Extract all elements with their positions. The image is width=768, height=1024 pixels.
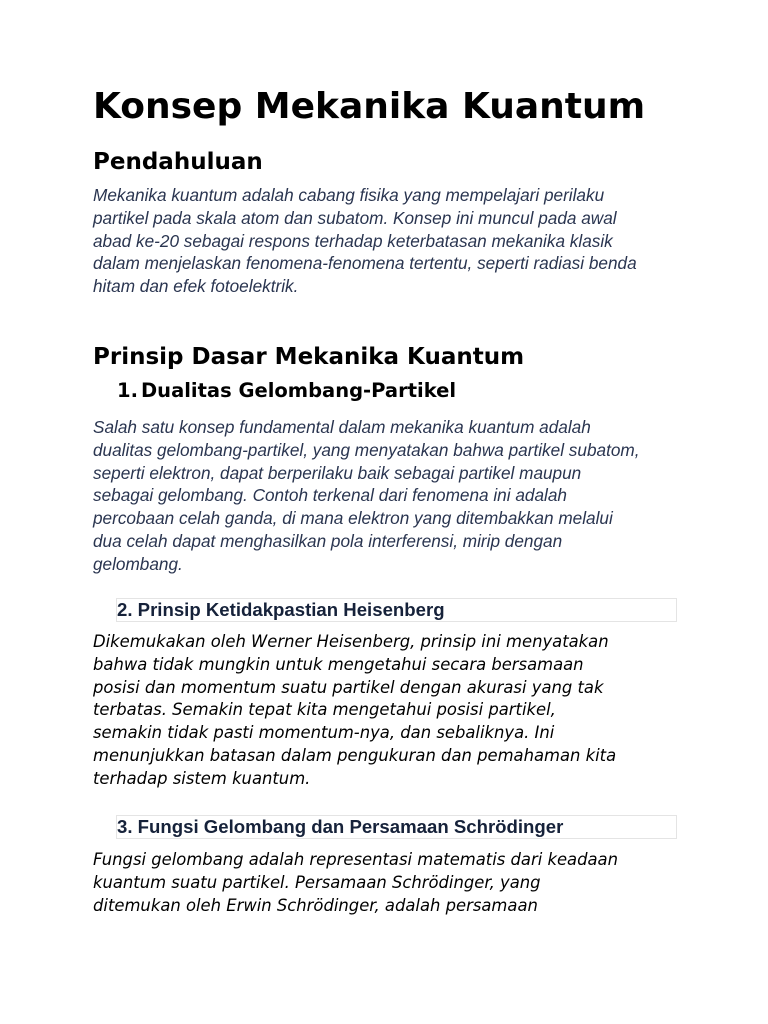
paragraph-line: hitam dan efek fotoelektrik.	[93, 276, 299, 297]
paragraph-line: terhadap sistem kuantum.	[93, 768, 311, 788]
paragraph-line: abad ke-20 sebagai respons terhadap keterbatasan mekanika klasik	[93, 230, 613, 251]
paragraph-line: percobaan celah ganda, di mana elektron yang ditembakkan melalui	[93, 508, 613, 529]
paragraph-line: ditemukan oleh Erwin Schrödinger, adalah persamaan	[93, 895, 538, 915]
paragraph-line: Dikemukakan oleh Werner Heisenberg, prinsip ini menyatakan	[93, 632, 609, 651]
paragraph-line: posisi dan momentum suatu partikel dengan akurasi yang tak	[93, 677, 604, 697]
subsection-heading-dualitas	[117, 378, 456, 404]
intro-paragraph	[93, 184, 676, 298]
paragraph-line: dua celah dapat menghasilkan pola interferensi, mirip dengan	[93, 530, 563, 551]
subsection-heading-label: 2. Prinsip Ketidakpastian Heisenberg	[117, 599, 445, 620]
subsection-heading-heisenberg	[116, 598, 677, 622]
paragraph-line: semakin tidak pasti momentum-nya, dan sebaliknya. Ini	[93, 723, 555, 743]
subsection-heading-label: 3. Fungsi Gelombang dan Persamaan Schrödinger	[117, 816, 564, 837]
section-heading-prinsip-dasar: Prinsip Dasar Mekanika Kuantum	[93, 344, 525, 370]
paragraph-line: partikel pada skala atom dan subatom. Konsep ini muncul pada awal	[93, 207, 617, 228]
paragraph-line: dualitas gelombang-partikel, yang menyatakan bahwa partikel subatom,	[93, 439, 640, 460]
list-number: 1.	[117, 379, 138, 402]
subsection-heading-schrodinger	[116, 815, 677, 839]
paragraph-line: terbatas. Semakin tepat kita mengetahui posisi partikel,	[93, 700, 556, 720]
paragraph-line: bahwa tidak mungkin untuk mengetahui secara bersamaan	[93, 654, 584, 674]
heisenberg-paragraph	[93, 631, 683, 791]
paragraph-line: Salah satu konsep fundamental dalam mekanika kuantum adalah	[93, 417, 591, 437]
paragraph-line: gelombang.	[93, 553, 183, 574]
schrodinger-paragraph	[93, 849, 683, 917]
paragraph-line: seperti elektron, dapat berperilaku baik sebagai partikel maupun	[93, 462, 582, 483]
dualitas-paragraph	[93, 416, 676, 576]
paragraph-line: sebagai gelombang. Contoh terkenal dari fenomena ini adalah	[93, 485, 567, 506]
subsection-heading-label: Dualitas Gelombang-Partikel	[141, 379, 457, 402]
document-title: Konsep Mekanika Kuantum	[93, 86, 646, 127]
paragraph-line: Mekanika kuantum adalah cabang fisika yang mempelajari perilaku	[93, 185, 605, 205]
section-heading-pendahuluan: Pendahuluan	[93, 149, 263, 175]
paragraph-line: menunjukkan batasan dalam pengukuran dan pemahaman kita	[93, 745, 617, 765]
paragraph-line: dalam menjelaskan fenomena-fenomena tertentu, seperti radiasi benda	[93, 253, 637, 274]
paragraph-line: Fungsi gelombang adalah representasi matematis dari keadaan	[93, 850, 618, 869]
paragraph-line: kuantum suatu partikel. Persamaan Schrödinger, yang	[93, 872, 541, 892]
